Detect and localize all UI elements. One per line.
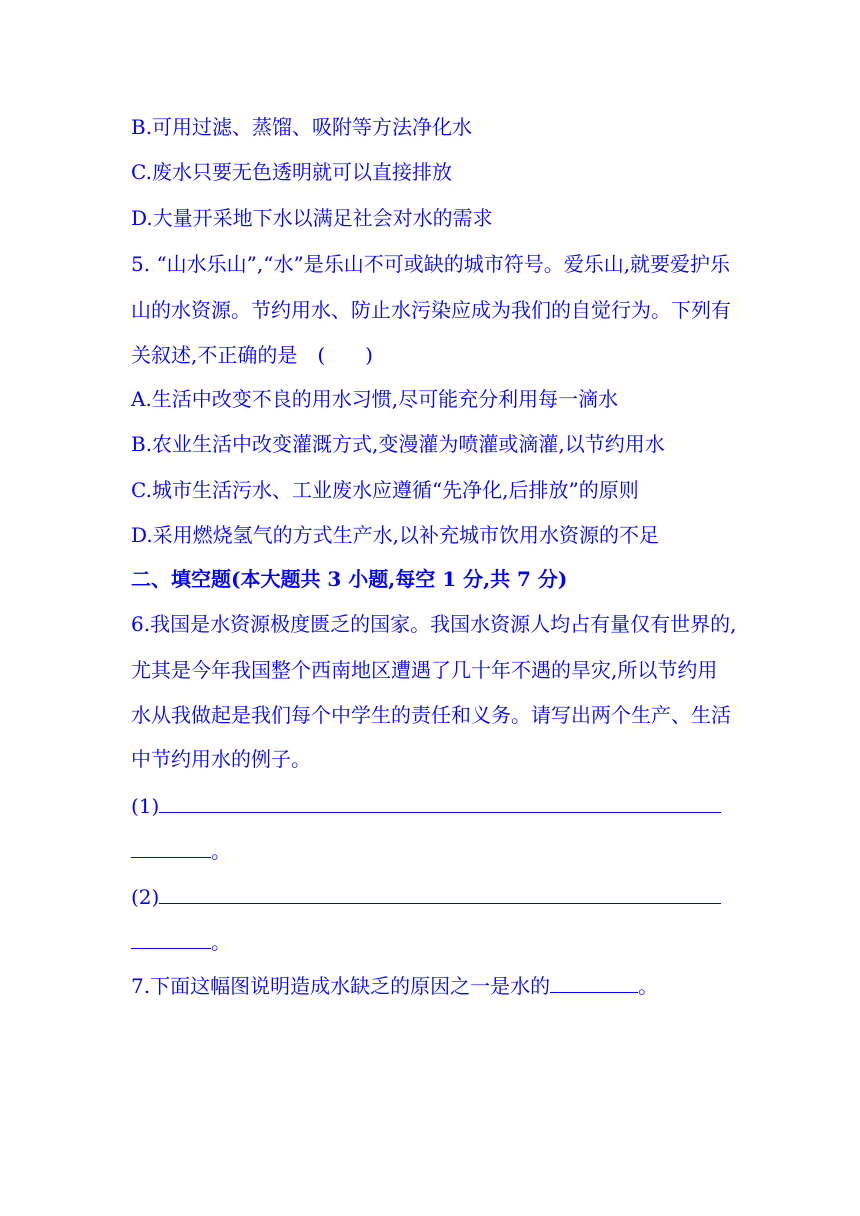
- question6-stem-line-4: 中节约用水的例子。: [131, 747, 311, 771]
- question4-option-b: B.可用过滤、蒸馏、吸附等方法净化水: [131, 115, 473, 139]
- question5-stem-line-1: 5. “山水乐山”,“水”是乐山不可或缺的城市符号。爱乐山,就要爱护乐: [131, 252, 731, 276]
- answer-blank-2-line-2[interactable]: [131, 928, 211, 949]
- question7-blank[interactable]: [550, 972, 638, 993]
- question6-stem-line-1: 6.我国是水资源极度匮乏的国家。我国水资源人均占有量仅有世界的,: [131, 612, 737, 636]
- question7-text: 7.下面这幅图说明造成水缺乏的原因之一是水的: [131, 974, 551, 998]
- question6-answer-1: [131, 792, 721, 819]
- question5-option-c: C.城市生活污水、工业废水应遵循“先净化,后排放”的原则: [131, 478, 639, 502]
- question7-end-mark: 。: [638, 974, 659, 998]
- question5-stem-line-2: 山的水资源。节约用水、防止水污染应成为我们的自觉行为。下列有: [131, 298, 731, 322]
- question5-option-b: B.农业生活中改变灌溉方式,变漫灌为喷灌或滴灌,以节约用水: [131, 432, 665, 456]
- question5-option-a: A.生活中改变不良的用水习惯,尽可能充分利用每一滴水: [131, 387, 619, 411]
- question6-answer-2-continued: [131, 928, 231, 955]
- answer-blank-2-line-1[interactable]: [159, 883, 721, 904]
- answer-label: (1): [131, 794, 160, 818]
- question5-stem-line-3: 关叙述,不正确的是 ( ): [131, 343, 373, 367]
- section2-heading: 二、填空题(本大题共 3 小题,每空 1 分,共 7 分): [131, 567, 568, 591]
- question6-stem-line-3: 水从我做起是我们每个中学生的责任和义务。请写出两个生产、生活: [131, 703, 731, 727]
- answer-end-mark: 。: [211, 839, 231, 863]
- answer-end-mark: 。: [211, 930, 231, 954]
- answer-label: (2): [131, 885, 160, 909]
- answer-blank-1-line-1[interactable]: [159, 792, 721, 813]
- answer-blank-1-line-2[interactable]: [131, 837, 211, 858]
- question4-option-d: D.大量开采地下水以满足社会对水的需求: [131, 206, 493, 230]
- question6-answer-1-continued: [131, 837, 231, 864]
- question6-stem-line-2: 尤其是今年我国整个西南地区遭遇了几十年不遇的旱灾,所以节约用: [131, 658, 718, 682]
- question5-option-d: D.采用燃烧氢气的方式生产水,以补充城市饮用水资源的不足: [131, 523, 660, 547]
- question4-option-c: C.废水只要无色透明就可以直接排放: [131, 160, 452, 184]
- question7: [131, 972, 658, 999]
- question6-answer-2: [131, 883, 721, 910]
